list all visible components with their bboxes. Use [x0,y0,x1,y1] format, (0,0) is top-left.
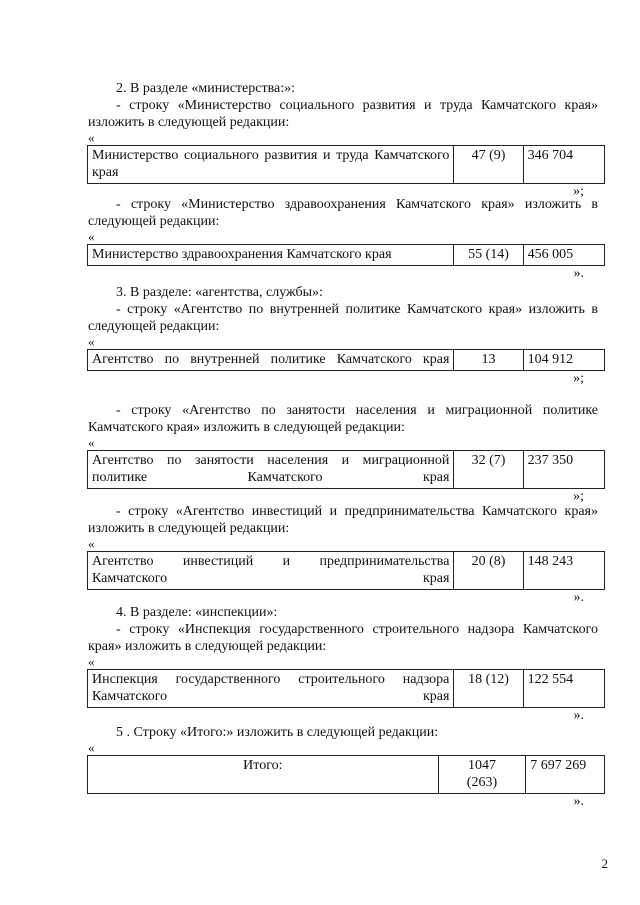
open-quote: « [88,334,95,349]
close-quote: »; [573,371,584,386]
open-quote: « [88,654,95,669]
row-sum: 148 243 [523,552,604,590]
instruction-text: - строку «Агентство по внутренней политике Камчатского края» изложить в следующей редакции: [88,302,598,334]
row-name: Агентство инвестиций и предпринимательства Камчатского края [88,552,454,590]
row-count: 13 [454,350,523,371]
open-quote: « [88,435,95,450]
open-quote: « [88,130,95,145]
item-health-ministry [88,196,598,282]
amendment-table [87,349,605,371]
amendment-table [87,551,605,590]
close-quote: ». [573,708,584,723]
instruction-text: - строку «Агентство по занятости населения и миграционной политике Камчатского края» изложить в следующей редакции: [88,403,598,435]
row-sum: 456 005 [523,245,604,266]
amendment-table [87,450,605,489]
section-2-ministries [88,80,598,200]
row-sum: 7 697 269 [526,756,605,794]
open-quote: « [88,536,95,551]
row-count: 1047 (263) [438,756,526,794]
row-sum: 104 912 [523,350,604,371]
row-name: Агентство по занятости населения и миграционной политике Камчатского края [88,451,454,489]
row-name: Итого: [88,756,439,794]
row-count: 32 (7) [454,451,523,489]
table-row [88,552,605,590]
page-number: 2 [601,856,608,871]
row-sum: 346 704 [523,146,604,184]
section-heading: 4. В разделе: «инспекции»: [116,605,278,620]
close-quote: ». [573,590,584,605]
instruction-text: - строку «Министерство здравоохранения Камчатского края» изложить в следующей редакции: [88,197,598,229]
section-heading: 3. В разделе: «агентства, службы»: [116,285,323,300]
open-quote: « [88,229,95,244]
amendment-table [87,755,605,794]
section-heading: 5 . Строку «Итого:» изложить в следующей редакции: [116,725,439,740]
section-heading: 2. В разделе «министерства:»: [116,81,295,96]
row-name: Министерство социального развития и труда Камчатского края [88,146,454,184]
table-row [88,245,605,266]
item-employment-agency [88,402,598,505]
section-4-inspections [88,604,598,724]
row-count: 47 (9) [454,146,523,184]
instruction-text: - строку «Инспекция государственного строительного надзора Камчатского края» изложить в следующей редакции: [88,622,598,654]
amendment-table [87,244,605,266]
table-row [88,756,605,794]
row-sum: 122 554 [523,670,604,708]
amendment-table [87,669,605,708]
amendment-table [87,145,605,184]
row-count: 18 (12) [454,670,523,708]
row-count: 55 (14) [454,245,523,266]
open-quote: « [88,740,95,755]
close-quote: »; [573,184,584,199]
table-row [88,146,605,184]
section-5-total [88,724,598,810]
close-quote: ». [573,794,584,809]
instruction-text: - строку «Агентство инвестиций и предпринимательства Камчатского края» изложить в следующей редакции: [88,504,598,536]
table-row [88,670,605,708]
instruction-text: - строку «Министерство социального развития и труда Камчатского края» изложить в следующей редакции: [88,98,598,130]
row-name: Инспекция государственного строительного надзора Камчатского края [88,670,454,708]
close-quote: ». [573,266,584,281]
row-sum: 237 350 [523,451,604,489]
close-quote: »; [573,489,584,504]
row-name: Агентство по внутренней политике Камчатского края [88,350,454,371]
row-name: Министерство здравоохранения Камчатского края [88,245,454,266]
row-count: 20 (8) [454,552,523,590]
item-investment-agency [88,503,598,606]
section-3-agencies [88,284,598,387]
table-row [88,350,605,371]
table-row [88,451,605,489]
